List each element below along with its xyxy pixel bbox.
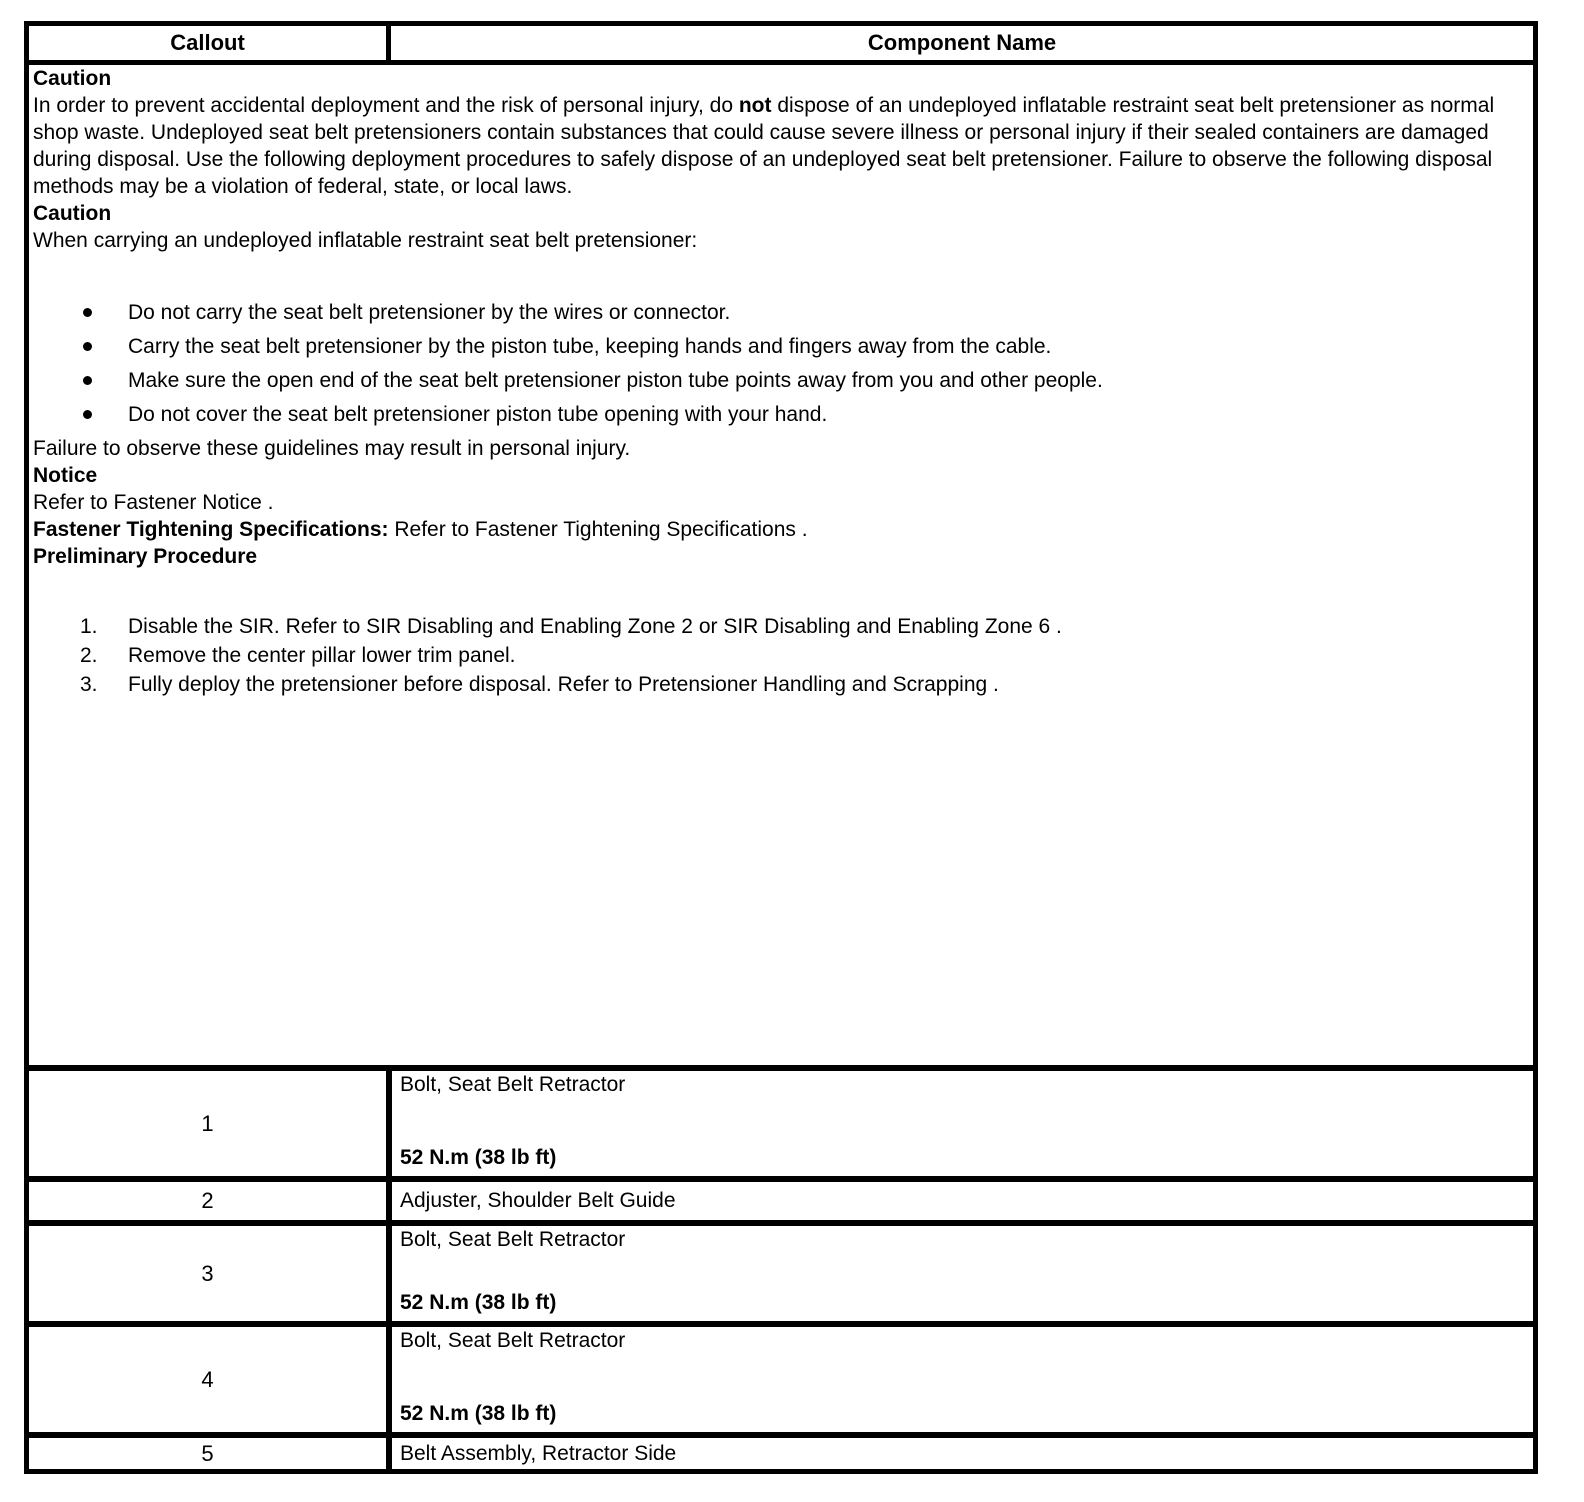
component-name: Belt Assembly, Retractor Side — [400, 1441, 677, 1465]
callout-number-cell: 1 — [29, 1071, 392, 1176]
fastener-spec-text: Refer to Fastener Tightening Specifications . — [388, 518, 808, 541]
bullet-text: Do not carry the seat belt pretensioner by the wires or connector. — [128, 301, 731, 324]
bullet-text: Make sure the open end of the seat belt pretensioner piston tube points away from you and other people. — [128, 369, 1103, 392]
step-number: 2. — [80, 644, 98, 667]
step-text: Disable the SIR. Refer to SIR Disabling and Enabling Zone 2 or SIR Disabling and Enabling Zone 6 . — [128, 615, 1062, 638]
table-row — [29, 1176, 1533, 1220]
callout-number-cell: 3 — [29, 1226, 392, 1321]
table-row — [29, 1432, 1533, 1469]
caution-bullet-list — [33, 299, 1523, 428]
preliminary-steps-list — [33, 612, 1523, 699]
list-item — [33, 299, 1523, 326]
step-number: 3. — [80, 673, 98, 696]
list-item — [33, 401, 1523, 428]
caution1-text-bold: not — [738, 94, 772, 117]
list-item — [33, 612, 1523, 641]
step-text: Remove the center pillar lower trim panel. — [128, 644, 516, 667]
callout-column-header: Callout — [29, 26, 391, 60]
component-cell — [392, 1327, 1533, 1432]
step-text: Fully deploy the pretensioner before disposal. Refer to Pretensioner Handling and Scrapping . — [128, 673, 999, 696]
component-cell — [392, 1438, 1533, 1469]
preliminary-procedure-heading: Preliminary Procedure — [33, 545, 258, 568]
list-item — [33, 670, 1523, 699]
caution-paragraph-1 — [33, 92, 1523, 200]
torque-spec: 52 N.m (38 lb ft) — [400, 1402, 557, 1425]
component-cell — [392, 1226, 1533, 1321]
parts-table — [24, 21, 1538, 1474]
callout-number-cell: 4 — [29, 1327, 392, 1432]
table-row — [29, 1321, 1533, 1432]
callout-number-cell: 5 — [29, 1438, 392, 1469]
list-item — [33, 641, 1523, 670]
step-number: 1. — [80, 615, 98, 638]
notes-cell — [29, 65, 1533, 1065]
bullet-icon — [83, 308, 92, 317]
bullet-icon — [83, 410, 92, 419]
list-item — [33, 367, 1523, 394]
bullet-text: Carry the seat belt pretensioner by the piston tube, keeping hands and fingers away from the cable. — [128, 335, 1052, 358]
component-name-column-header: Component Name — [867, 30, 1057, 55]
torque-spec: 52 N.m (38 lb ft) — [400, 1291, 557, 1314]
notice-text: Refer to Fastener Notice . — [33, 491, 274, 514]
component-name: Adjuster, Shoulder Belt Guide — [400, 1189, 676, 1212]
caution2-intro-text: When carrying an undeployed inflatable restraint seat belt pretensioner: — [33, 229, 698, 252]
bullet-icon — [83, 376, 92, 385]
table-header-row — [29, 26, 1533, 65]
component-name: Bolt, Seat Belt Retractor — [400, 1329, 626, 1352]
caution-heading-2: Caution — [33, 202, 112, 225]
component-name: Bolt, Seat Belt Retractor — [400, 1073, 626, 1096]
table-row — [29, 1071, 1533, 1176]
bullet-text: Do not cover the seat belt pretensioner piston tube opening with your hand. — [128, 403, 828, 426]
fastener-spec-label: Fastener Tightening Specifications: — [33, 518, 389, 541]
notice-heading: Notice — [33, 464, 98, 487]
caution2-footer-text: Failure to observe these guidelines may result in personal injury. — [33, 437, 631, 460]
caution-heading-1: Caution — [33, 67, 112, 90]
caution1-text-pre: In order to prevent accidental deployment and the risk of personal injury, do — [33, 94, 739, 117]
callout-number-cell: 2 — [29, 1182, 392, 1220]
fastener-spec-line — [33, 516, 1523, 543]
list-item — [33, 333, 1523, 360]
component-cell — [392, 1182, 1533, 1220]
component-name: Bolt, Seat Belt Retractor — [400, 1228, 626, 1251]
caution1-text-post: dispose of an undeployed inflatable restraint seat belt pretensioner as normal shop waste. Undeployed seat belt pretensioners contain substances that could cause severe illness or personal injury if their sealed containers are damaged during disposal. Use the following deployment procedures to safely dispose of an undeployed seat belt pretensioner. Failure to observe the following disposal methods may be a violation of federal, state, or local laws. — [33, 94, 1495, 198]
callout-rows — [29, 1065, 1533, 1469]
torque-spec: 52 N.m (38 lb ft) — [400, 1146, 557, 1169]
bullet-icon — [83, 342, 92, 351]
component-cell — [392, 1071, 1533, 1176]
table-row — [29, 1220, 1533, 1321]
